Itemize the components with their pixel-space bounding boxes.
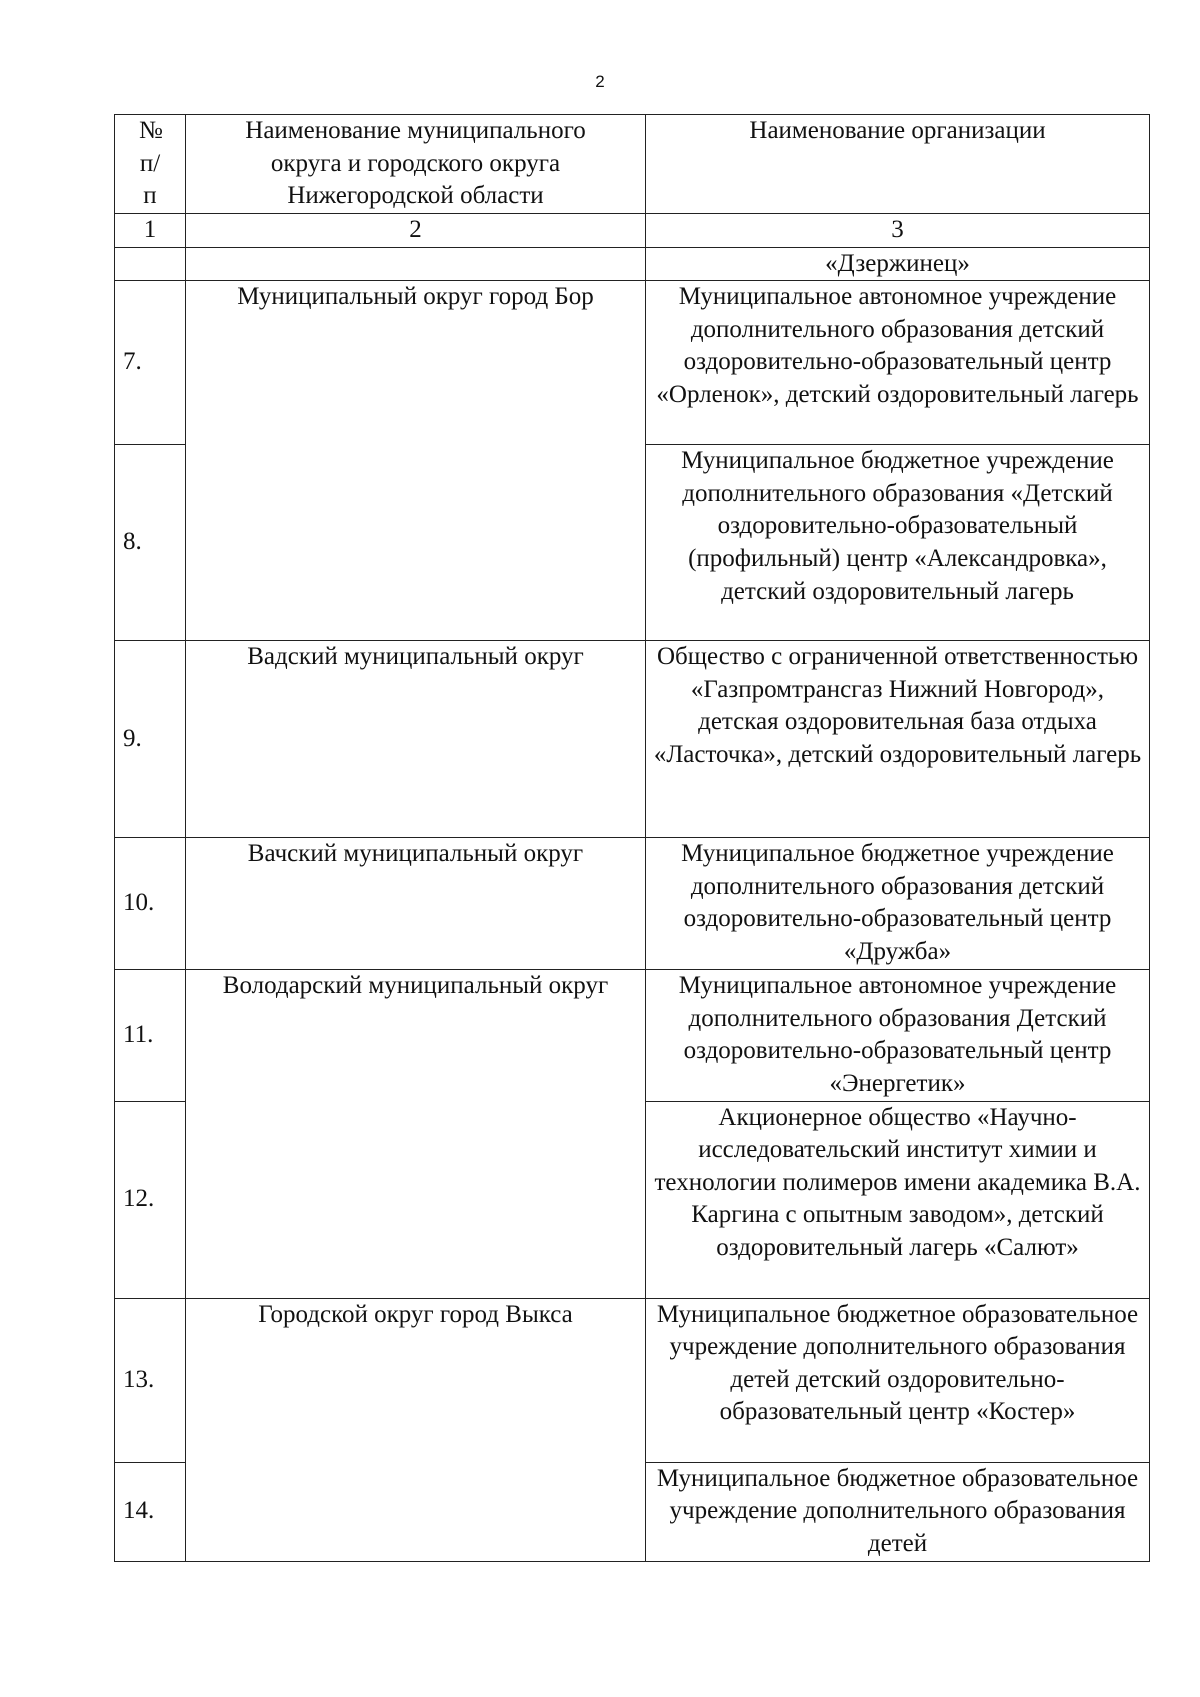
row-number: 10. (115, 838, 186, 970)
table-cell (186, 247, 646, 281)
column-number-row (115, 214, 1150, 248)
org-cell: Муниципальное бюджетное учреждение дополнительного образования детский оздоровительно-образовательный центр «Дружба» (646, 838, 1150, 970)
org-cell: «Дзержинец» (646, 247, 1150, 281)
district-cell: Городской округ город Выкса (186, 1298, 646, 1561)
district-cell: Муниципальный округ город Бор (186, 281, 646, 641)
table-row (115, 247, 1150, 281)
org-cell: Муниципальное бюджетное образовательное учреждение дополнительного образования детей (646, 1462, 1150, 1561)
district-cell: Володарский муниципальный округ (186, 970, 646, 1298)
table-header-row (115, 115, 1150, 214)
column-number: 2 (186, 214, 646, 248)
header-organization: Наименование организации (646, 115, 1150, 214)
table-row (115, 641, 1150, 838)
column-number: 1 (115, 214, 186, 248)
row-number: 9. (115, 641, 186, 838)
district-cell: Вадский муниципальный округ (186, 641, 646, 838)
row-number: 7. (115, 281, 186, 445)
district-cell: Вачский муниципальный округ (186, 838, 646, 970)
header-number: № п/п (115, 115, 186, 214)
row-number: 13. (115, 1298, 186, 1462)
row-number: 8. (115, 445, 186, 641)
org-cell: Муниципальное автономное учреждение дополнительного образования Детский оздоровительно-образовательный центр «Энергетик» (646, 970, 1150, 1101)
row-number: 12. (115, 1101, 186, 1298)
table-cell (115, 247, 186, 281)
camps-table (114, 114, 1150, 1562)
table-row (115, 970, 1150, 1101)
org-cell: Муниципальное бюджетное образовательное учреждение дополнительного образования детей детский оздоровительно-образовательный центр «Костер» (646, 1298, 1150, 1462)
org-cell: Общество с ограниченной ответственностью «Газпромтрансгаз Нижний Новгород», детская оздоровительная база отдыха «Ласточка», детский оздоровительный лагерь (646, 641, 1150, 838)
org-cell: Муниципальное бюджетное учреждение дополнительного образования «Детский оздоровительно-образовательный (профильный) центр «Александровка», детский оздоровительный лагерь (646, 445, 1150, 641)
page-number: 2 (595, 72, 605, 91)
header-district: Наименование муниципального округа и городского округа Нижегородской области (186, 115, 646, 214)
row-number: 11. (115, 970, 186, 1101)
column-number: 3 (646, 214, 1150, 248)
org-cell: Акционерное общество «Научно-исследовательский институт химии и технологии полимеров имени академика В.А. Каргина с опытным заводом», детский оздоровительный лагерь «Салют» (646, 1101, 1150, 1298)
org-cell: Муниципальное автономное учреждение дополнительного образования детский оздоровительно-образовательный центр «Орленок», детский оздоровительный лагерь (646, 281, 1150, 445)
row-number: 14. (115, 1462, 186, 1561)
table-row (115, 281, 1150, 445)
table-row (115, 838, 1150, 970)
table-row (115, 1298, 1150, 1462)
